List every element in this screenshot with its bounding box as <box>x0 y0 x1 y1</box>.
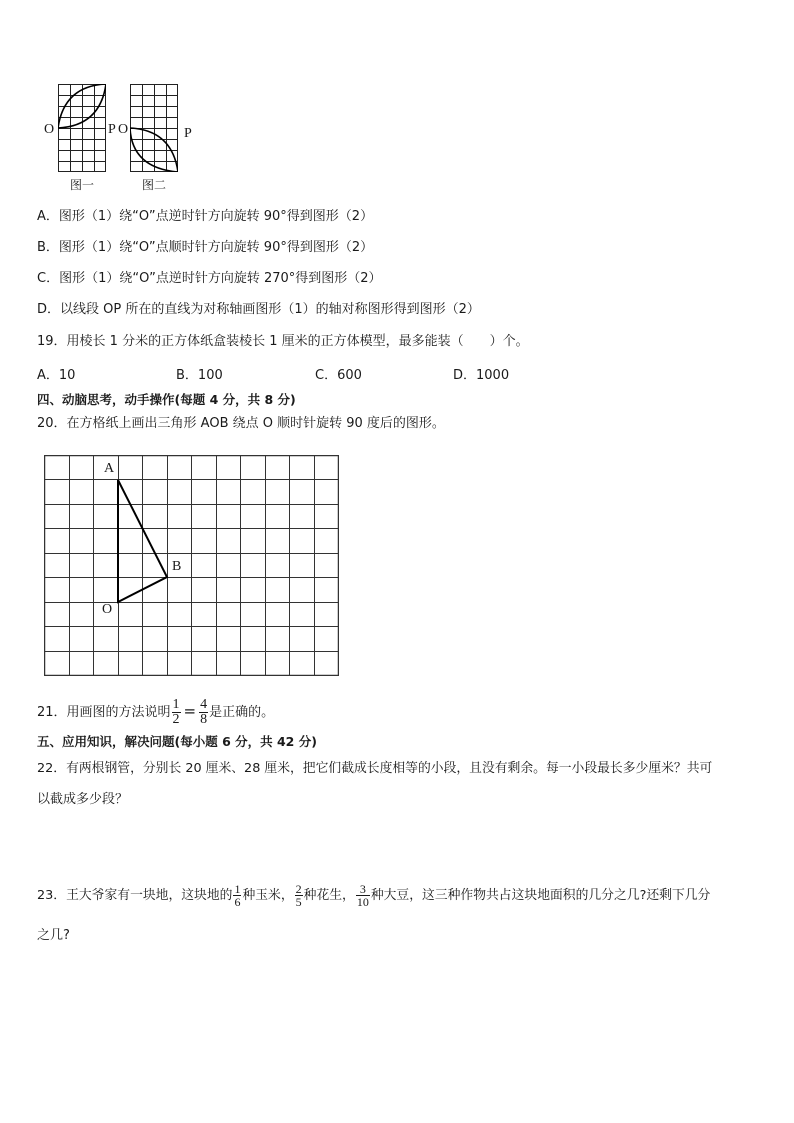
q22-line-2: 以截成多少段？ <box>37 792 129 807</box>
q23-line-1 <box>37 881 710 911</box>
fig1-label-p: P <box>108 122 116 137</box>
q23-f1-num: 1 <box>234 882 241 896</box>
q21-fraction-2 <box>199 698 208 727</box>
q23-f3-den: 10 <box>356 895 369 909</box>
q19-option-d: D．1000 <box>453 368 510 383</box>
q21-frac1-den: 2 <box>172 712 180 727</box>
fig2-label-o: O <box>118 122 129 137</box>
q23-f2-den: 5 <box>295 895 302 909</box>
q20-grid <box>44 455 339 676</box>
q23-line-2: 之几? <box>37 928 70 943</box>
fig2-caption: 图二 <box>142 178 167 192</box>
q19-text: 19．用棱长 1 分米的正方体纸盒装棱长 1 厘米的正方体模型，最多能装（ ）个。 <box>37 334 529 349</box>
q20-label-b: B <box>172 559 182 574</box>
q22-line-1: 22．有两根钢管，分别长 20 厘米、28 厘米，把它们截成长度相等的小段，且没有剩余。每一小段最长多少厘米？共可 <box>37 761 713 776</box>
fig2-label-p: P <box>184 126 192 141</box>
q19-option-b: B．100 <box>176 368 223 383</box>
q19-option-c: C．600 <box>315 368 362 383</box>
q21-equals: = <box>183 702 197 720</box>
q21-fraction-1 <box>172 698 181 727</box>
q23-f2-num: 2 <box>295 882 302 896</box>
q23-fraction-1 <box>233 883 241 908</box>
section-5-heading: 五、应用知识，解决问题(每小题 6 分，共 42 分) <box>37 734 317 749</box>
figure-2-grid <box>130 84 178 172</box>
q18-option-a: A．图形（1）绕“O”点逆时针方向旋转 90°得到图形（2） <box>37 209 374 224</box>
figure-1-grid <box>58 84 106 172</box>
q20-text: 20．在方格纸上画出三角形 AOB 绕点 O 顺时针旋转 90 度后的图形。 <box>37 416 445 431</box>
q23-t1: 种玉米， <box>242 888 294 903</box>
q18-option-d: D．以线段 OP 所在的直线为对称轴画图形（1）的轴对称图形得到图形（2） <box>37 302 480 317</box>
q23-fraction-3 <box>356 883 370 908</box>
q21-frac2-num: 4 <box>200 697 208 712</box>
q21-text <box>37 696 274 728</box>
q23-f3-num: 3 <box>356 883 370 896</box>
fig1-caption: 图一 <box>70 178 95 192</box>
q20-label-a: A <box>104 461 115 476</box>
q18-option-b: B．图形（1）绕“O”点顺时针方向旋转 90°得到图形（2） <box>37 240 374 255</box>
q21-frac1-num: 1 <box>172 697 180 712</box>
q21-suffix: 是正确的。 <box>209 705 275 720</box>
q23-t3: 种大豆，这三种作物共占这块地面积的几分之几?还剩下几分 <box>370 888 711 903</box>
q21-frac2-den: 8 <box>200 712 208 727</box>
q18-option-c: C．图形（1）绕“O”点逆时针方向旋转 270°得到图形（2） <box>37 271 382 286</box>
q23-t2: 种花生， <box>303 888 355 903</box>
q23-prefix: 23．王大爷家有一块地，这块地的 <box>37 888 233 903</box>
q23-f1-den: 6 <box>234 895 241 909</box>
q23-fraction-2 <box>295 883 303 908</box>
q21-prefix: 21．用画图的方法说明 <box>37 705 171 720</box>
fig1-label-o: O <box>44 122 55 137</box>
q19-option-a: A．10 <box>37 368 76 383</box>
q20-label-o: O <box>102 602 113 617</box>
section-4-heading: 四、动脑思考，动手操作(每题 4 分，共 8 分) <box>37 392 296 407</box>
